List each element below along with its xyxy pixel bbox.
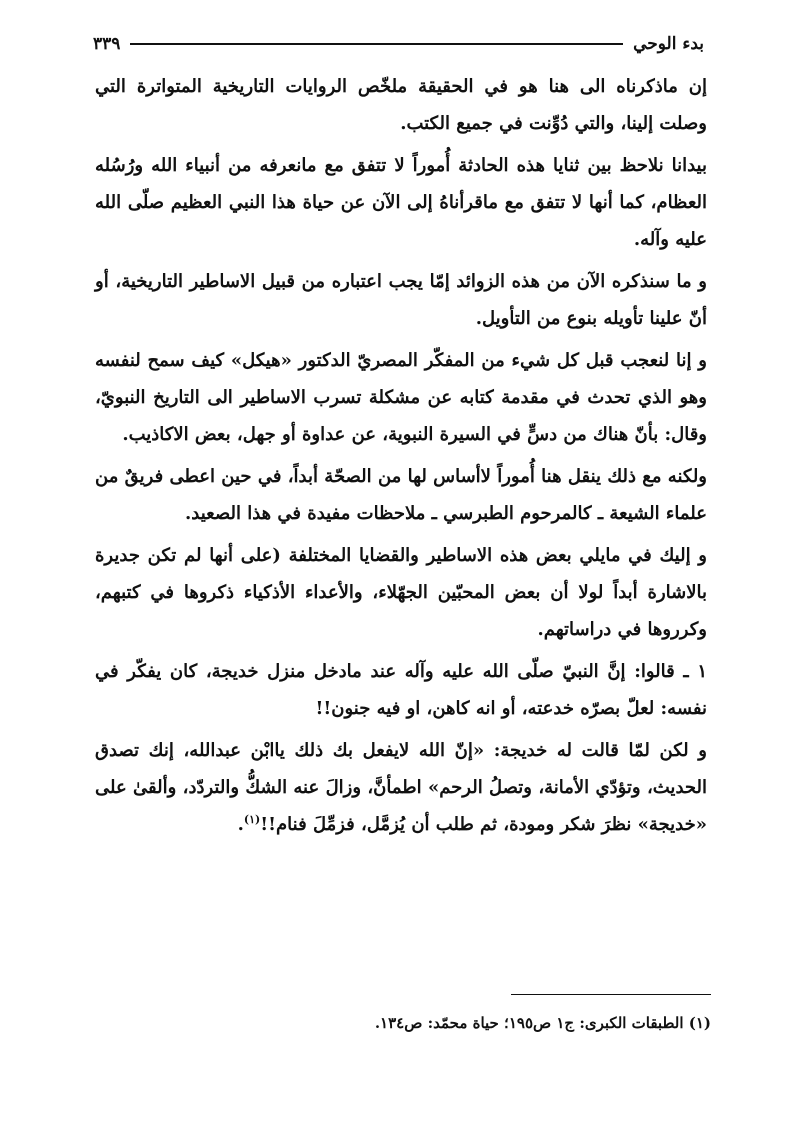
footnote-marker: (١) bbox=[243, 813, 261, 826]
header-rule bbox=[130, 43, 623, 45]
paragraph: إن ماذكرناه الى هنا هو في الحقيقة ملخّص الروايات التاريخية المتواترة التي وصلت إلينا، والتي دُوِّنت في جميع الكتب. bbox=[95, 76, 707, 134]
paragraph-with-footnote bbox=[95, 732, 707, 843]
footnote: (١) الطبقات الكبرى: ج١ ص١٩٥؛ حياة محمّد: ص١٣٤. bbox=[374, 1014, 711, 1032]
footnote-separator bbox=[511, 994, 711, 995]
main-text bbox=[95, 68, 707, 848]
paragraph: ١ ـ قالوا: إنَّ النبيّ صلّى الله عليه وآله عند مادخل منزل خديجة، كان يفكّر في نفسه: لعلّ بصرّه خدعته، أو انه كاهن، او فيه جنون!! bbox=[95, 661, 707, 719]
paragraph: و ما سنذكره الآن من هذه الزوائد إمّا يجب اعتباره من قبيل الاساطير التاريخية، أو أنّ علينا تأويله بنوع من التأويل. bbox=[95, 271, 707, 329]
paragraph-text: و لكن لمّا قالت له خديجة: «إنّ الله لايفعل بك ذلك ياابْن عبدالله، إنك تصدق الحديث، وتؤدّي الأمانة، وتصلُ الرحم» اطمأنَّ، وزالَ عنه الشكُّ والتردّد، وألقىٰ على «خديجة» نظرَ شكر ومودة، ثم طلب أن يُزمَّل، فزمِّلَ فنام!! bbox=[95, 740, 707, 835]
paragraph: و إليك في مايلي بعض هذه الاساطير والقضايا المختلفة (على أنها لم تكن جديرة بالاشارة أبداً لولا أن بعض المحبّين الجهّلاء، والأعداء الأذكياء ذكروها في كتبهم، وكرروها في دراساتهم. bbox=[95, 545, 707, 640]
page-number: ٣٣٩ bbox=[93, 34, 121, 54]
paragraph: بيدانا نلاحظ بين ثنايا هذه الحادثة أُموراً لا تتفق مع مانعرفه من أنبياء الله ورُسُله العظام، كما أنها لا تتفق مع ماقرأناهُ إلى الآن عن حياة هذا النبي العظيم صلّى الله عليه وآله. bbox=[95, 155, 707, 250]
paragraph: و إنا لنعجب قبل كل شيء من المفكّر المصريّ الدكتور «هيكل» كيف سمح لنفسه وهو الذي تحدث في مقدمة كتابه عن مشكلة تسرب الاساطير الى التاريخ النبويّ، وقال: بأنّ هناك من دسٍّ في السيرة النبوية، عن عداوة أو جهل، بعض الاكاذيب. bbox=[95, 350, 707, 445]
running-header bbox=[93, 30, 704, 58]
chapter-title: بدء الوحي bbox=[633, 34, 704, 54]
paragraph-end: . bbox=[237, 814, 244, 835]
paragraph: ولكنه مع ذلك ينقل هنا أُموراً لاأساس لها من الصحّة أبداً، في حين اعطى فريقٌ من علماء الشيعة ـ كالمرحوم الطبرسي ـ ملاحظات مفيدة في هذا الصعيد. bbox=[95, 466, 707, 524]
